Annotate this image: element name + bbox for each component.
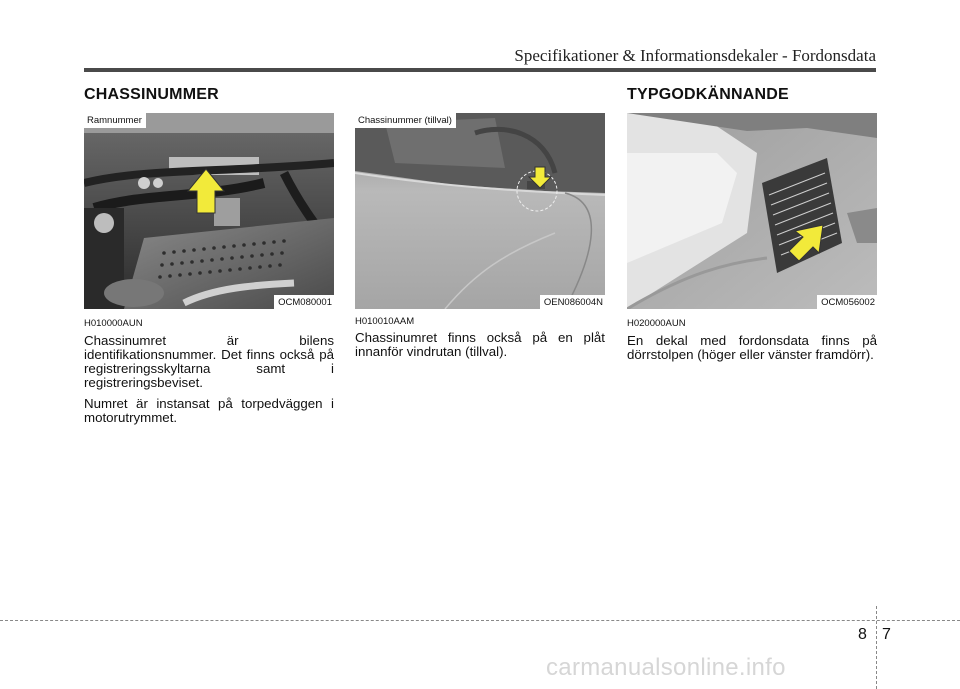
paragraph: Chassinumret är bilens identifikationsnummer. Det finns också på registreringsskyltarna samt i registreringsbeviset. bbox=[84, 333, 334, 390]
reference-code: H020000AUN bbox=[627, 318, 686, 329]
paragraph: En dekal med fordonsdata finns på dörrstolpen (höger eller vänster framdörr). bbox=[627, 333, 877, 362]
reference-code: H010010AAM bbox=[355, 316, 415, 327]
paragraph: Chassinumret finns också på en plåt innanför vindrutan (tillval). bbox=[355, 330, 605, 359]
photo-engine-bay bbox=[84, 113, 334, 309]
paragraph: Numret är instansat på torpedväggen i motorutrymmet. bbox=[84, 396, 334, 425]
chapter-number: 8 bbox=[858, 626, 867, 643]
photo-code: OCM056002 bbox=[817, 295, 877, 309]
watermark: carmanualsonline.info bbox=[546, 654, 786, 681]
photo-code: OCM080001 bbox=[274, 295, 334, 309]
arrow-up-icon bbox=[84, 113, 334, 309]
photo-label-chassinummer-tillval: Chassinummer (tillval) bbox=[355, 113, 456, 128]
page-header-title: Specifikationer & Informationsdekaler - Fordonsdata bbox=[514, 46, 876, 65]
reference-code: H010000AUN bbox=[84, 318, 143, 329]
section-heading-typgodkannande: TYPGODKÄNNANDE bbox=[627, 86, 789, 103]
photo-door-pillar bbox=[627, 113, 877, 309]
page-number-divider bbox=[876, 606, 877, 689]
section-heading-chassinummer: CHASSINUMMER bbox=[84, 86, 219, 103]
arrow-down-icon bbox=[355, 113, 605, 309]
page-number: 7 bbox=[882, 626, 891, 643]
photo-code: OEN086004N bbox=[540, 295, 605, 309]
arrow-pointer-icon bbox=[627, 113, 877, 309]
photo-label-ramnummer: Ramnummer bbox=[84, 113, 146, 128]
photo-windshield bbox=[355, 113, 605, 309]
header-rule bbox=[84, 68, 876, 72]
footer-rule bbox=[0, 620, 960, 621]
